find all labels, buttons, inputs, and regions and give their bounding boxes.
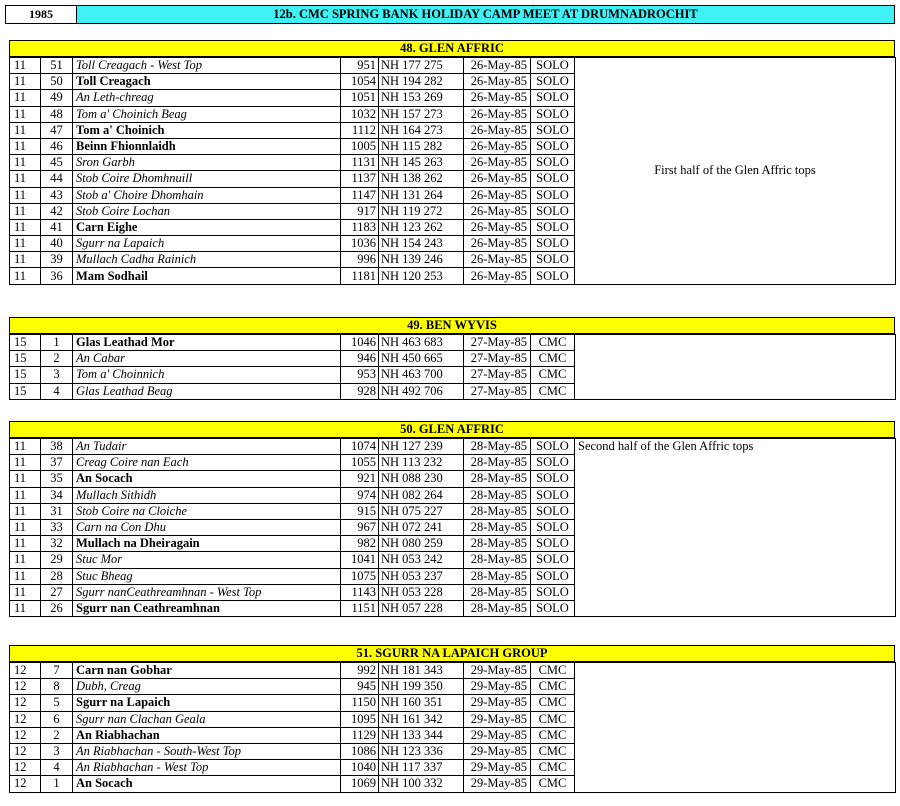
date-cell: 26-May-85 bbox=[464, 138, 531, 154]
number-cell: 51 bbox=[41, 58, 73, 74]
sheet-cell: 11 bbox=[10, 268, 41, 284]
sheet-cell: 11 bbox=[10, 552, 41, 568]
sheet-cell: 11 bbox=[10, 536, 41, 552]
hill-name-cell: Tom a' Choinich Beag bbox=[73, 106, 341, 122]
party-cell: SOLO bbox=[531, 519, 575, 535]
sheet-cell: 12 bbox=[10, 663, 41, 679]
sheet-cell: 11 bbox=[10, 503, 41, 519]
date-cell: 29-May-85 bbox=[464, 679, 531, 695]
hill-name-cell: Mullach na Dheiragain bbox=[73, 536, 341, 552]
sheet-cell: 11 bbox=[10, 171, 41, 187]
number-cell: 5 bbox=[41, 695, 73, 711]
grid-ref-cell: NH 160 351 bbox=[379, 695, 464, 711]
date-cell: 29-May-85 bbox=[464, 743, 531, 759]
note-cell: Second half of the Glen Affric tops bbox=[575, 439, 896, 617]
sheet-cell: 11 bbox=[10, 600, 41, 616]
height-cell: 1055 bbox=[341, 455, 379, 471]
number-cell: 37 bbox=[41, 455, 73, 471]
height-cell: 1074 bbox=[341, 439, 379, 455]
date-cell: 28-May-85 bbox=[464, 584, 531, 600]
grid-ref-cell: NH 164 273 bbox=[379, 122, 464, 138]
sheet-cell: 15 bbox=[10, 351, 41, 367]
section-glen-affric-50 bbox=[9, 421, 895, 617]
grid-ref-cell: NH 088 230 bbox=[379, 471, 464, 487]
sheet-cell: 15 bbox=[10, 367, 41, 383]
hill-name-cell: Stob Coire na Cloiche bbox=[73, 503, 341, 519]
party-cell: CMC bbox=[531, 679, 575, 695]
height-cell: 1095 bbox=[341, 711, 379, 727]
hill-name-cell: Carn nan Gobhar bbox=[73, 663, 341, 679]
grid-ref-cell: NH 131 264 bbox=[379, 187, 464, 203]
sheet-cell: 11 bbox=[10, 471, 41, 487]
number-cell: 3 bbox=[41, 743, 73, 759]
hill-table bbox=[9, 334, 896, 400]
number-cell: 45 bbox=[41, 155, 73, 171]
height-cell: 921 bbox=[341, 471, 379, 487]
party-cell: SOLO bbox=[531, 552, 575, 568]
sheet-cell: 11 bbox=[10, 106, 41, 122]
sheet-cell: 11 bbox=[10, 219, 41, 235]
sheet-cell: 12 bbox=[10, 679, 41, 695]
height-cell: 1183 bbox=[341, 219, 379, 235]
date-cell: 27-May-85 bbox=[464, 383, 531, 399]
date-cell: 26-May-85 bbox=[464, 90, 531, 106]
height-cell: 915 bbox=[341, 503, 379, 519]
date-cell: 28-May-85 bbox=[464, 503, 531, 519]
party-cell: SOLO bbox=[531, 203, 575, 219]
number-cell: 2 bbox=[41, 727, 73, 743]
party-cell: SOLO bbox=[531, 138, 575, 154]
party-cell: SOLO bbox=[531, 600, 575, 616]
sheet-cell: 11 bbox=[10, 487, 41, 503]
party-cell: CMC bbox=[531, 727, 575, 743]
party-cell: SOLO bbox=[531, 58, 575, 74]
date-cell: 28-May-85 bbox=[464, 455, 531, 471]
date-cell: 28-May-85 bbox=[464, 552, 531, 568]
sheet-cell: 11 bbox=[10, 58, 41, 74]
height-cell: 992 bbox=[341, 663, 379, 679]
party-cell: SOLO bbox=[531, 187, 575, 203]
sheet-cell: 12 bbox=[10, 727, 41, 743]
grid-ref-cell: NH 075 227 bbox=[379, 503, 464, 519]
number-cell: 28 bbox=[41, 568, 73, 584]
grid-ref-cell: NH 123 336 bbox=[379, 743, 464, 759]
number-cell: 27 bbox=[41, 584, 73, 600]
party-cell: SOLO bbox=[531, 90, 575, 106]
number-cell: 8 bbox=[41, 679, 73, 695]
note-cell bbox=[575, 663, 896, 793]
hill-name-cell: Toll Creagach bbox=[73, 74, 341, 90]
hill-name-cell: Stuc Bheag bbox=[73, 568, 341, 584]
date-cell: 28-May-85 bbox=[464, 519, 531, 535]
grid-ref-cell: NH 127 239 bbox=[379, 439, 464, 455]
hill-name-cell: Sgurr nanCeathreamhnan - West Top bbox=[73, 584, 341, 600]
height-cell: 1129 bbox=[341, 727, 379, 743]
height-cell: 1032 bbox=[341, 106, 379, 122]
grid-ref-cell: NH 123 262 bbox=[379, 219, 464, 235]
date-cell: 26-May-85 bbox=[464, 171, 531, 187]
party-cell: SOLO bbox=[531, 536, 575, 552]
party-cell: CMC bbox=[531, 335, 575, 351]
date-cell: 26-May-85 bbox=[464, 106, 531, 122]
sheet-cell: 11 bbox=[10, 187, 41, 203]
number-cell: 40 bbox=[41, 236, 73, 252]
date-cell: 26-May-85 bbox=[464, 74, 531, 90]
hill-name-cell: Stob a' Choire Dhomhain bbox=[73, 187, 341, 203]
party-cell: SOLO bbox=[531, 584, 575, 600]
date-cell: 28-May-85 bbox=[464, 568, 531, 584]
date-cell: 26-May-85 bbox=[464, 219, 531, 235]
page-header bbox=[5, 5, 895, 24]
note-cell: First half of the Glen Affric tops bbox=[575, 58, 896, 285]
party-cell: SOLO bbox=[531, 268, 575, 284]
party-cell: SOLO bbox=[531, 503, 575, 519]
grid-ref-cell: NH 161 342 bbox=[379, 711, 464, 727]
date-cell: 28-May-85 bbox=[464, 536, 531, 552]
date-cell: 29-May-85 bbox=[464, 695, 531, 711]
hill-name-cell: An Leth-chreag bbox=[73, 90, 341, 106]
number-cell: 2 bbox=[41, 351, 73, 367]
height-cell: 1151 bbox=[341, 600, 379, 616]
party-cell: SOLO bbox=[531, 455, 575, 471]
grid-ref-cell: NH 181 343 bbox=[379, 663, 464, 679]
date-cell: 27-May-85 bbox=[464, 351, 531, 367]
height-cell: 951 bbox=[341, 58, 379, 74]
height-cell: 945 bbox=[341, 679, 379, 695]
hill-name-cell: Toll Creagach - West Top bbox=[73, 58, 341, 74]
section-glen-affric-48 bbox=[9, 40, 895, 285]
date-cell: 28-May-85 bbox=[464, 487, 531, 503]
height-cell: 1054 bbox=[341, 74, 379, 90]
party-cell: CMC bbox=[531, 760, 575, 776]
hill-name-cell: Glas Leathad Mor bbox=[73, 335, 341, 351]
number-cell: 31 bbox=[41, 503, 73, 519]
number-cell: 42 bbox=[41, 203, 73, 219]
grid-ref-cell: NH 082 264 bbox=[379, 487, 464, 503]
party-cell: SOLO bbox=[531, 106, 575, 122]
date-cell: 26-May-85 bbox=[464, 268, 531, 284]
number-cell: 3 bbox=[41, 367, 73, 383]
number-cell: 49 bbox=[41, 90, 73, 106]
sheet-cell: 11 bbox=[10, 74, 41, 90]
grid-ref-cell: NH 138 262 bbox=[379, 171, 464, 187]
grid-ref-cell: NH 053 242 bbox=[379, 552, 464, 568]
party-cell: CMC bbox=[531, 743, 575, 759]
sheet-cell: 11 bbox=[10, 252, 41, 268]
hill-name-cell: Mam Sodhail bbox=[73, 268, 341, 284]
party-cell: CMC bbox=[531, 776, 575, 792]
hill-name-cell: Tom a' Choinnich bbox=[73, 367, 341, 383]
date-cell: 26-May-85 bbox=[464, 236, 531, 252]
table-row bbox=[10, 335, 896, 351]
party-cell: CMC bbox=[531, 711, 575, 727]
section-ben-wyvis-49 bbox=[9, 317, 895, 400]
date-cell: 29-May-85 bbox=[464, 711, 531, 727]
section-title: 49. BEN WYVIS bbox=[9, 317, 895, 334]
hill-name-cell: An Socach bbox=[73, 776, 341, 792]
year-cell: 1985 bbox=[6, 6, 77, 23]
grid-ref-cell: NH 072 241 bbox=[379, 519, 464, 535]
hill-name-cell: Mullach Sithidh bbox=[73, 487, 341, 503]
hill-name-cell: Tom a' Choinich bbox=[73, 122, 341, 138]
hill-name-cell: Dubh, Creag bbox=[73, 679, 341, 695]
sheet-cell: 11 bbox=[10, 584, 41, 600]
sheet-cell: 12 bbox=[10, 711, 41, 727]
date-cell: 29-May-85 bbox=[464, 663, 531, 679]
sheet-cell: 11 bbox=[10, 439, 41, 455]
sheet-cell: 15 bbox=[10, 383, 41, 399]
party-cell: SOLO bbox=[531, 155, 575, 171]
party-cell: SOLO bbox=[531, 171, 575, 187]
hill-name-cell: An Socach bbox=[73, 471, 341, 487]
sheet-cell: 11 bbox=[10, 90, 41, 106]
height-cell: 1036 bbox=[341, 236, 379, 252]
date-cell: 29-May-85 bbox=[464, 727, 531, 743]
hill-name-cell: An Tudair bbox=[73, 439, 341, 455]
height-cell: 996 bbox=[341, 252, 379, 268]
date-cell: 26-May-85 bbox=[464, 252, 531, 268]
number-cell: 47 bbox=[41, 122, 73, 138]
grid-ref-cell: NH 463 700 bbox=[379, 367, 464, 383]
hill-name-cell: Carn Eighe bbox=[73, 219, 341, 235]
sheet-cell: 11 bbox=[10, 138, 41, 154]
number-cell: 26 bbox=[41, 600, 73, 616]
height-cell: 1046 bbox=[341, 335, 379, 351]
grid-ref-cell: NH 080 259 bbox=[379, 536, 464, 552]
number-cell: 6 bbox=[41, 711, 73, 727]
height-cell: 1150 bbox=[341, 695, 379, 711]
grid-ref-cell: NH 133 344 bbox=[379, 727, 464, 743]
number-cell: 32 bbox=[41, 536, 73, 552]
hill-table bbox=[9, 662, 896, 793]
table-row bbox=[10, 58, 896, 74]
sheet-cell: 11 bbox=[10, 236, 41, 252]
party-cell: SOLO bbox=[531, 122, 575, 138]
number-cell: 48 bbox=[41, 106, 73, 122]
height-cell: 1131 bbox=[341, 155, 379, 171]
sheet-cell: 12 bbox=[10, 695, 41, 711]
sheet-cell: 11 bbox=[10, 568, 41, 584]
date-cell: 26-May-85 bbox=[464, 187, 531, 203]
hill-name-cell: Stob Coire Dhomhnuill bbox=[73, 171, 341, 187]
height-cell: 974 bbox=[341, 487, 379, 503]
hill-name-cell: Carn na Con Dhu bbox=[73, 519, 341, 535]
hill-name-cell: An Riabhachan - South-West Top bbox=[73, 743, 341, 759]
height-cell: 1041 bbox=[341, 552, 379, 568]
height-cell: 953 bbox=[341, 367, 379, 383]
grid-ref-cell: NH 492 706 bbox=[379, 383, 464, 399]
grid-ref-cell: NH 053 228 bbox=[379, 584, 464, 600]
date-cell: 26-May-85 bbox=[464, 58, 531, 74]
number-cell: 29 bbox=[41, 552, 73, 568]
grid-ref-cell: NH 113 232 bbox=[379, 455, 464, 471]
height-cell: 1137 bbox=[341, 171, 379, 187]
height-cell: 967 bbox=[341, 519, 379, 535]
hill-name-cell: Sgurr na Lapaich bbox=[73, 695, 341, 711]
date-cell: 28-May-85 bbox=[464, 471, 531, 487]
hill-table bbox=[9, 57, 896, 285]
height-cell: 1040 bbox=[341, 760, 379, 776]
grid-ref-cell: NH 154 243 bbox=[379, 236, 464, 252]
grid-ref-cell: NH 057 228 bbox=[379, 600, 464, 616]
height-cell: 917 bbox=[341, 203, 379, 219]
party-cell: CMC bbox=[531, 663, 575, 679]
grid-ref-cell: NH 119 272 bbox=[379, 203, 464, 219]
hill-name-cell: Beinn Fhionnlaidh bbox=[73, 138, 341, 154]
date-cell: 28-May-85 bbox=[464, 600, 531, 616]
hill-name-cell: Glas Leathad Beag bbox=[73, 383, 341, 399]
hill-name-cell: An Cabar bbox=[73, 351, 341, 367]
date-cell: 26-May-85 bbox=[464, 122, 531, 138]
note-cell bbox=[575, 335, 896, 400]
height-cell: 982 bbox=[341, 536, 379, 552]
number-cell: 1 bbox=[41, 776, 73, 792]
sheet-cell: 11 bbox=[10, 155, 41, 171]
section-title: 50. GLEN AFFRIC bbox=[9, 421, 895, 438]
party-cell: SOLO bbox=[531, 236, 575, 252]
date-cell: 29-May-85 bbox=[464, 760, 531, 776]
sheet-cell: 12 bbox=[10, 743, 41, 759]
number-cell: 38 bbox=[41, 439, 73, 455]
number-cell: 33 bbox=[41, 519, 73, 535]
grid-ref-cell: NH 463 683 bbox=[379, 335, 464, 351]
date-cell: 28-May-85 bbox=[464, 439, 531, 455]
party-cell: SOLO bbox=[531, 439, 575, 455]
party-cell: SOLO bbox=[531, 74, 575, 90]
sheet-cell: 11 bbox=[10, 455, 41, 471]
hill-name-cell: An Riabhachan bbox=[73, 727, 341, 743]
number-cell: 1 bbox=[41, 335, 73, 351]
hill-name-cell: Sgurr nan Clachan Geala bbox=[73, 711, 341, 727]
section-sgurr-na-lapaich-51 bbox=[9, 645, 895, 793]
number-cell: 36 bbox=[41, 268, 73, 284]
hill-name-cell: Sgurr nan Ceathreamhnan bbox=[73, 600, 341, 616]
grid-ref-cell: NH 450 665 bbox=[379, 351, 464, 367]
party-cell: CMC bbox=[531, 351, 575, 367]
sheet-cell: 11 bbox=[10, 203, 41, 219]
sheet-cell: 11 bbox=[10, 519, 41, 535]
height-cell: 1086 bbox=[341, 743, 379, 759]
sheet-cell: 12 bbox=[10, 760, 41, 776]
hill-name-cell: Stuc Mor bbox=[73, 552, 341, 568]
height-cell: 1143 bbox=[341, 584, 379, 600]
party-cell: CMC bbox=[531, 367, 575, 383]
height-cell: 1005 bbox=[341, 138, 379, 154]
height-cell: 1147 bbox=[341, 187, 379, 203]
hill-name-cell: Sron Garbh bbox=[73, 155, 341, 171]
sheet-cell: 15 bbox=[10, 335, 41, 351]
number-cell: 41 bbox=[41, 219, 73, 235]
date-cell: 27-May-85 bbox=[464, 335, 531, 351]
number-cell: 35 bbox=[41, 471, 73, 487]
section-title: 48. GLEN AFFRIC bbox=[9, 40, 895, 57]
height-cell: 928 bbox=[341, 383, 379, 399]
height-cell: 1112 bbox=[341, 122, 379, 138]
grid-ref-cell: NH 177 275 bbox=[379, 58, 464, 74]
number-cell: 4 bbox=[41, 760, 73, 776]
number-cell: 43 bbox=[41, 187, 73, 203]
date-cell: 26-May-85 bbox=[464, 203, 531, 219]
number-cell: 4 bbox=[41, 383, 73, 399]
grid-ref-cell: NH 139 246 bbox=[379, 252, 464, 268]
sheet-cell: 12 bbox=[10, 776, 41, 792]
number-cell: 39 bbox=[41, 252, 73, 268]
grid-ref-cell: NH 153 269 bbox=[379, 90, 464, 106]
grid-ref-cell: NH 120 253 bbox=[379, 268, 464, 284]
grid-ref-cell: NH 157 273 bbox=[379, 106, 464, 122]
number-cell: 34 bbox=[41, 487, 73, 503]
grid-ref-cell: NH 117 337 bbox=[379, 760, 464, 776]
page-title: 12b. CMC SPRING BANK HOLIDAY CAMP MEET AT DRUMNADROCHIT bbox=[77, 6, 894, 23]
section-title: 51. SGURR NA LAPAICH GROUP bbox=[9, 645, 895, 662]
table-row bbox=[10, 663, 896, 679]
date-cell: 29-May-85 bbox=[464, 776, 531, 792]
number-cell: 50 bbox=[41, 74, 73, 90]
height-cell: 1075 bbox=[341, 568, 379, 584]
party-cell: SOLO bbox=[531, 219, 575, 235]
grid-ref-cell: NH 053 237 bbox=[379, 568, 464, 584]
number-cell: 44 bbox=[41, 171, 73, 187]
hill-table bbox=[9, 438, 896, 617]
party-cell: SOLO bbox=[531, 471, 575, 487]
party-cell: SOLO bbox=[531, 252, 575, 268]
grid-ref-cell: NH 100 332 bbox=[379, 776, 464, 792]
hill-name-cell: Stob Coire Lochan bbox=[73, 203, 341, 219]
number-cell: 7 bbox=[41, 663, 73, 679]
party-cell: CMC bbox=[531, 695, 575, 711]
hill-name-cell: Creag Coire nan Each bbox=[73, 455, 341, 471]
grid-ref-cell: NH 115 282 bbox=[379, 138, 464, 154]
number-cell: 46 bbox=[41, 138, 73, 154]
hill-name-cell: Sgurr na Lapaich bbox=[73, 236, 341, 252]
party-cell: SOLO bbox=[531, 568, 575, 584]
hill-name-cell: An Riabhachan - West Top bbox=[73, 760, 341, 776]
height-cell: 946 bbox=[341, 351, 379, 367]
height-cell: 1069 bbox=[341, 776, 379, 792]
sheet-cell: 11 bbox=[10, 122, 41, 138]
grid-ref-cell: NH 194 282 bbox=[379, 74, 464, 90]
grid-ref-cell: NH 145 263 bbox=[379, 155, 464, 171]
date-cell: 26-May-85 bbox=[464, 155, 531, 171]
height-cell: 1051 bbox=[341, 90, 379, 106]
party-cell: SOLO bbox=[531, 487, 575, 503]
grid-ref-cell: NH 199 350 bbox=[379, 679, 464, 695]
party-cell: CMC bbox=[531, 383, 575, 399]
height-cell: 1181 bbox=[341, 268, 379, 284]
table-row bbox=[10, 439, 896, 455]
date-cell: 27-May-85 bbox=[464, 367, 531, 383]
hill-name-cell: Mullach Cadha Rainich bbox=[73, 252, 341, 268]
